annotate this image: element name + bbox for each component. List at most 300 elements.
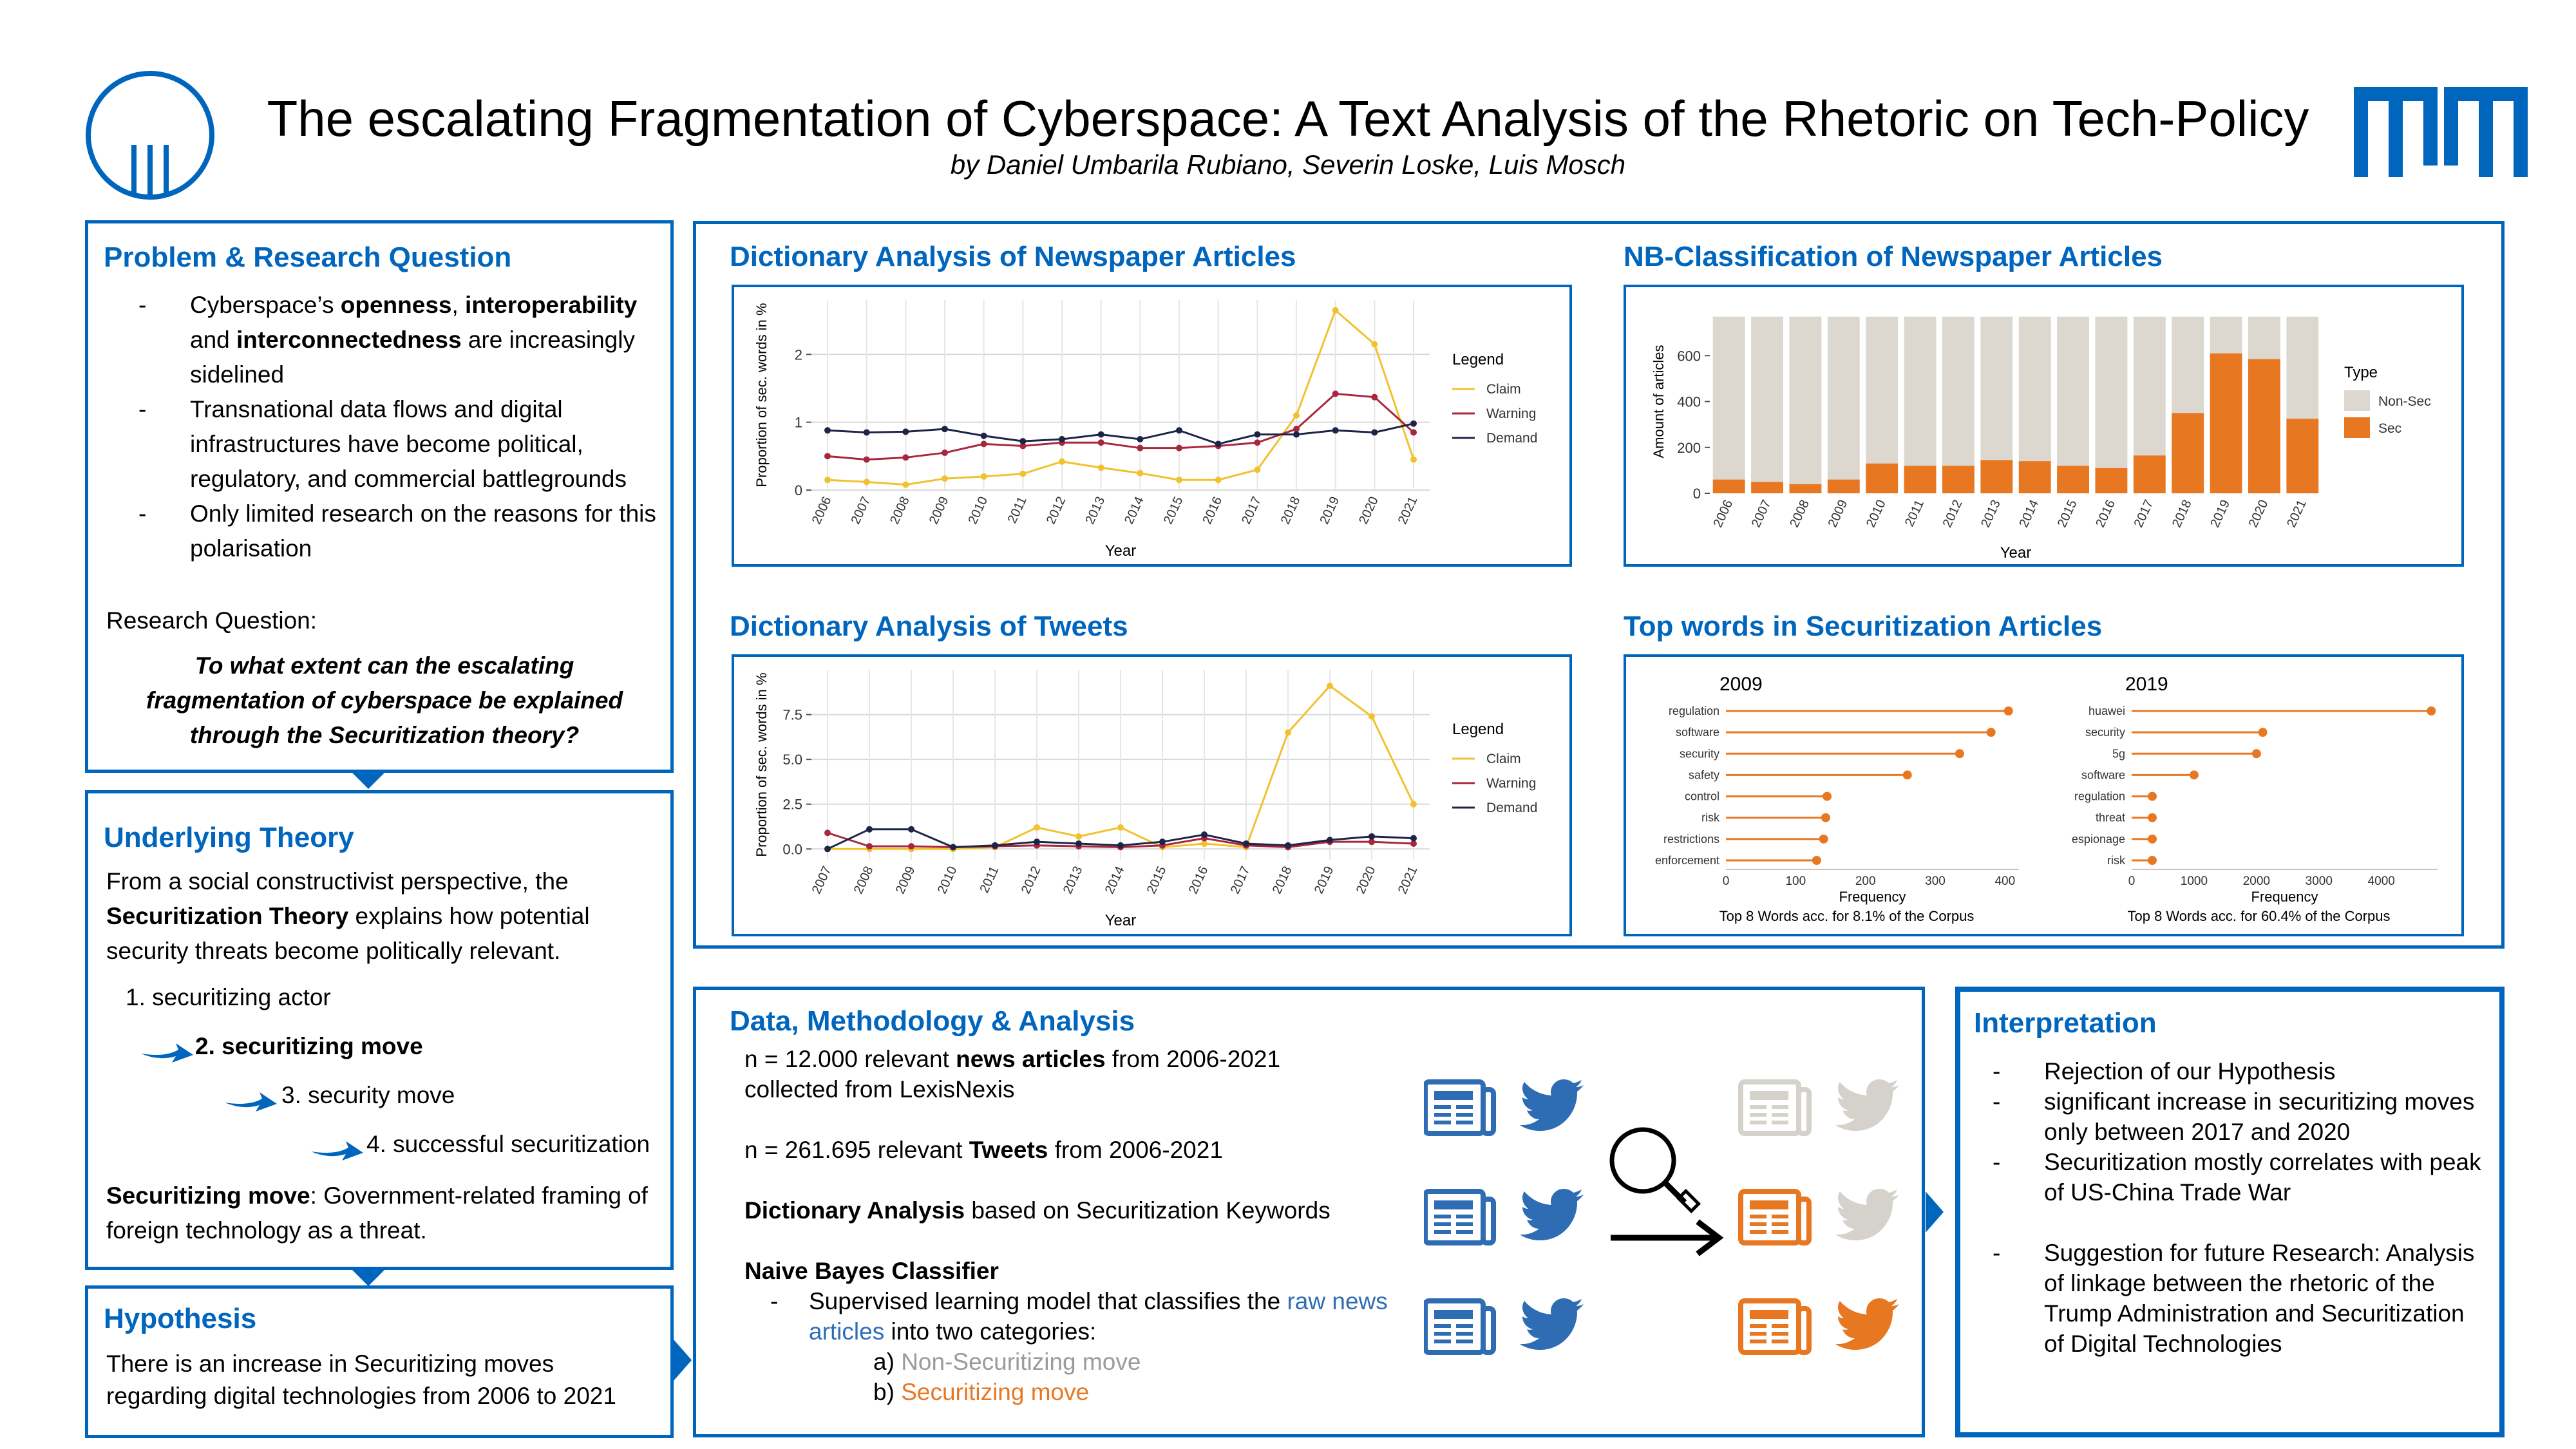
bar-non-sec bbox=[2096, 317, 2128, 468]
x-tick-label: 2010 bbox=[1863, 497, 1889, 530]
hypothesis-text: There is an increase in Securitizing moves regarding digital technologies from 2006 to 2021 bbox=[106, 1350, 616, 1409]
arrow-right-icon bbox=[310, 1137, 365, 1163]
series-line-warning bbox=[828, 393, 1414, 459]
theory-step-4: 4. successful securitization bbox=[366, 1131, 650, 1157]
x-tick-label: 2021 bbox=[1395, 864, 1421, 896]
method-line-dictionary: Dictionary Analysis based on Securitization Keywords bbox=[744, 1197, 1331, 1224]
bar-sec bbox=[1942, 466, 1975, 493]
lollipop-point bbox=[2148, 813, 2157, 822]
data-point-demand bbox=[1254, 431, 1260, 438]
x-axis-label: Frequency bbox=[2251, 889, 2318, 905]
x-tick-label: 2009 bbox=[893, 864, 918, 896]
lollipop-point bbox=[2259, 728, 2268, 737]
data-point-demand bbox=[1075, 840, 1082, 847]
data-point-claim bbox=[1332, 307, 1339, 314]
newspaper-icon bbox=[1425, 1082, 1493, 1133]
arrow-down-2 bbox=[352, 1269, 385, 1286]
hypothesis-heading: Hypothesis bbox=[104, 1303, 257, 1334]
data-point-demand bbox=[1371, 429, 1378, 435]
data-point-warning bbox=[1137, 445, 1143, 451]
data-point-warning bbox=[902, 454, 909, 460]
data-point-warning bbox=[1410, 429, 1417, 435]
data-point-demand bbox=[866, 826, 873, 833]
bar-non-sec bbox=[2248, 317, 2280, 359]
data-point-warning bbox=[1371, 394, 1378, 401]
data-point-claim bbox=[824, 477, 831, 483]
bar-sec bbox=[2286, 419, 2318, 493]
x-tick-label: 2015 bbox=[1144, 864, 1170, 896]
data-point-demand bbox=[1368, 833, 1375, 840]
newspaper-icon bbox=[1741, 1191, 1809, 1243]
method-line-nb-desc: - Supervised learning model that classifies the raw news articles into two categories: bbox=[770, 1288, 1388, 1345]
bar-sec bbox=[1751, 482, 1783, 493]
data-point-claim bbox=[902, 482, 909, 488]
x-tick-label: 2014 bbox=[1102, 864, 1128, 896]
data-point-claim bbox=[981, 473, 987, 480]
interpretation-bullet-1: - Rejection of our Hypothesis bbox=[1960, 1056, 2488, 1086]
x-tick-label: 2010 bbox=[934, 864, 960, 896]
dict-news-chart-frame bbox=[732, 285, 1572, 567]
bar-sec bbox=[2019, 461, 2051, 493]
data-point-claim bbox=[1117, 824, 1124, 831]
x-tick-label: 2007 bbox=[1748, 497, 1774, 530]
data-point-demand bbox=[1410, 421, 1417, 427]
lollipop-point bbox=[1955, 749, 1964, 758]
x-tick-label: 2012 bbox=[1940, 497, 1965, 530]
x-tick-label: 2013 bbox=[1060, 864, 1086, 896]
data-point-warning bbox=[1254, 439, 1260, 446]
x-tick-label: 2020 bbox=[1353, 864, 1379, 896]
theory-panel bbox=[85, 790, 674, 1270]
lollipop-point bbox=[2190, 770, 2199, 779]
x-tick-label: 2006 bbox=[1710, 497, 1736, 530]
legend-title: Legend bbox=[1452, 721, 1504, 738]
category-label: software bbox=[1675, 726, 1719, 739]
x-tick-label: 2014 bbox=[1122, 494, 1147, 527]
legend-title: Type bbox=[2344, 364, 2378, 381]
problem-heading: Problem & Research Question bbox=[104, 242, 512, 273]
data-point-demand bbox=[1410, 835, 1417, 842]
arrow-right-icon bbox=[223, 1088, 278, 1114]
lollipop-point bbox=[2148, 835, 2157, 844]
bar-sec bbox=[2248, 359, 2280, 493]
category-label: risk bbox=[2107, 854, 2125, 867]
data-point-claim bbox=[1215, 477, 1222, 483]
category-label: huawei bbox=[2088, 705, 2125, 717]
data-point-claim bbox=[1293, 412, 1300, 419]
x-tick-label: 2021 bbox=[2284, 497, 2309, 530]
legend-label: Non-Sec bbox=[2378, 394, 2431, 409]
dict-news-title: Dictionary Analysis of Newspaper Articles bbox=[730, 241, 1296, 272]
newspaper-icon bbox=[1741, 1082, 1809, 1133]
x-tick-label: 2018 bbox=[1278, 494, 1303, 527]
y-tick-label: 600 bbox=[1677, 348, 1701, 365]
bar-non-sec bbox=[2019, 317, 2051, 461]
data-point-claim bbox=[1254, 466, 1260, 473]
subplot-caption: Top 8 Words acc. for 60.4% of the Corpus bbox=[2127, 908, 2391, 924]
subplot-caption: Top 8 Words acc. for 8.1% of the Corpus bbox=[1719, 908, 1975, 924]
research-question-label: Research Question: bbox=[106, 607, 317, 634]
category-label: control bbox=[1684, 790, 1719, 803]
x-tick-label: 2018 bbox=[2169, 497, 2195, 530]
bar-non-sec bbox=[2057, 317, 2089, 466]
data-point-demand bbox=[1137, 436, 1143, 442]
x-tick-label: 2008 bbox=[887, 494, 913, 527]
data-point-warning bbox=[866, 843, 873, 849]
x-tick-label: 2007 bbox=[848, 494, 874, 527]
x-tick-label: 2007 bbox=[809, 864, 835, 896]
x-axis-label: Year bbox=[2000, 544, 2032, 562]
bar-sec bbox=[1904, 466, 1937, 493]
x-tick-label: 4000 bbox=[2367, 875, 2395, 888]
data-point-demand bbox=[1293, 431, 1300, 438]
y-tick-label: 200 bbox=[1677, 439, 1701, 456]
data-point-claim bbox=[942, 475, 948, 482]
dict-tweets-title: Dictionary Analysis of Tweets bbox=[730, 611, 1128, 642]
category-label: security bbox=[1679, 747, 1719, 761]
poster-authors: by Daniel Umbarila Rubiano, Severin Loske, Luis Mosch bbox=[950, 149, 1626, 180]
data-point-warning bbox=[908, 843, 914, 849]
lollipop-point bbox=[1812, 856, 1821, 865]
x-tick-label: 2015 bbox=[1160, 494, 1186, 527]
x-tick-label: 2016 bbox=[1186, 864, 1211, 896]
bar-non-sec bbox=[2286, 317, 2318, 419]
x-tick-label: 2020 bbox=[2246, 497, 2271, 530]
data-point-demand bbox=[864, 429, 870, 435]
x-tick-label: 2017 bbox=[1227, 864, 1253, 896]
data-point-claim bbox=[1019, 471, 1026, 477]
theory-step-2: 2. securitizing move bbox=[195, 1033, 423, 1059]
data-point-demand bbox=[1117, 842, 1124, 849]
data-point-demand bbox=[942, 426, 948, 432]
top-words-chart bbox=[1626, 657, 2461, 934]
category-label: security bbox=[2085, 726, 2125, 739]
data-point-claim bbox=[1410, 457, 1417, 463]
bar-non-sec bbox=[1828, 317, 1860, 480]
data-point-warning bbox=[1332, 390, 1339, 397]
method-category-a: a) Non-Securitizing move bbox=[873, 1349, 1141, 1375]
lollipop-point bbox=[1903, 770, 1912, 779]
category-label: threat bbox=[2095, 811, 2125, 824]
x-tick-label: 2010 bbox=[965, 494, 991, 527]
legend-label: Claim bbox=[1486, 382, 1521, 397]
tum-logo bbox=[2354, 87, 2528, 177]
category-label: espionage bbox=[2071, 832, 2125, 846]
newspaper-icon bbox=[1425, 1191, 1493, 1243]
x-tick-label: 2017 bbox=[2131, 497, 2157, 530]
data-point-warning bbox=[824, 453, 831, 459]
bar-sec bbox=[1980, 460, 2012, 493]
legend-label: Warning bbox=[1486, 406, 1537, 421]
data-point-claim bbox=[1075, 833, 1082, 840]
nb-chart bbox=[1626, 287, 2461, 564]
x-tick-label: 2017 bbox=[1239, 494, 1264, 527]
top-words-chart-frame bbox=[1624, 654, 2464, 936]
method-line-tweets: n = 261.695 relevant Tweets from 2006-2021 bbox=[744, 1137, 1223, 1163]
arrow-right-icon bbox=[1611, 1222, 1719, 1254]
data-point-warning bbox=[1098, 439, 1104, 446]
data-point-demand bbox=[1332, 427, 1339, 433]
lollipop-point bbox=[2252, 749, 2261, 758]
data-point-demand bbox=[1327, 837, 1333, 843]
x-tick-label: 2018 bbox=[1269, 864, 1295, 896]
interpretation-bullets bbox=[1960, 1056, 2488, 1359]
y-tick-label: 1 bbox=[794, 414, 802, 431]
arrow-right-2 bbox=[1926, 1191, 1944, 1233]
x-tick-label: 2011 bbox=[1902, 497, 1927, 529]
x-tick-label: 2013 bbox=[1083, 494, 1108, 527]
data-point-claim bbox=[1327, 683, 1333, 689]
y-tick-label: 0 bbox=[794, 482, 802, 498]
bar-non-sec bbox=[1942, 317, 1975, 466]
legend-swatch bbox=[2344, 417, 2370, 438]
category-label: regulation bbox=[2074, 790, 2125, 803]
x-tick-label: 2019 bbox=[2208, 497, 2233, 530]
data-point-demand bbox=[1201, 831, 1208, 838]
data-point-warning bbox=[824, 829, 831, 836]
newspaper-icon bbox=[1741, 1301, 1809, 1352]
method-text bbox=[744, 1044, 1388, 1407]
bar-sec bbox=[1866, 464, 1898, 493]
lollipop-point bbox=[1819, 835, 1828, 844]
x-tick-label: 100 bbox=[1785, 875, 1806, 888]
x-tick-label: 2015 bbox=[2054, 497, 2080, 530]
data-point-claim bbox=[1176, 477, 1182, 483]
series-line-demand bbox=[828, 424, 1414, 444]
y-tick-label: 5.0 bbox=[782, 752, 802, 768]
y-axis-label: Amount of articles bbox=[1651, 345, 1667, 459]
bar-non-sec bbox=[1866, 317, 1898, 464]
interpretation-bullet-3: - Securitization mostly correlates with peak of US-China Trade War bbox=[1960, 1147, 2488, 1208]
subplot-title: 2009 bbox=[1719, 674, 1763, 695]
x-tick-label: 2008 bbox=[1787, 497, 1812, 530]
data-point-demand bbox=[981, 433, 987, 439]
bar-non-sec bbox=[2134, 317, 2166, 456]
data-point-demand bbox=[824, 427, 831, 433]
legend-label: Demand bbox=[1486, 431, 1538, 446]
theory-step-3: 3. security move bbox=[281, 1082, 455, 1108]
data-point-claim bbox=[1368, 713, 1375, 719]
x-tick-label: 0 bbox=[2128, 875, 2136, 888]
theory-intro: From a social constructivist perspective, the Securitization Theory explains how potential security threats become politically relevant. bbox=[106, 868, 590, 964]
x-tick-label: 2021 bbox=[1395, 494, 1421, 527]
twitter-bird-icon bbox=[1520, 1189, 1584, 1240]
category-label: enforcement bbox=[1654, 854, 1719, 867]
bar-non-sec bbox=[2210, 317, 2242, 354]
method-panel bbox=[693, 987, 1925, 1437]
data-point-claim bbox=[1059, 459, 1065, 465]
legend-label: Warning bbox=[1486, 776, 1537, 791]
lollipop-point bbox=[1823, 792, 1832, 801]
interpretation-panel bbox=[1955, 987, 2505, 1437]
category-label: risk bbox=[1701, 811, 1719, 824]
x-tick-label: 2019 bbox=[1311, 864, 1337, 896]
data-point-demand bbox=[1243, 840, 1249, 847]
problem-panel bbox=[85, 220, 674, 773]
interpretation-heading: Interpretation bbox=[1974, 1007, 2157, 1039]
newspaper-icon bbox=[1425, 1301, 1493, 1352]
lollipop-point bbox=[2427, 706, 2436, 715]
method-line-lexisnexis: collected from LexisNexis bbox=[744, 1076, 1015, 1103]
data-point-demand bbox=[1019, 438, 1026, 444]
x-tick-label: 2013 bbox=[1978, 497, 2003, 530]
problem-bullet-2: - Transnational data flows and digital infrastructures have become political, regulatory, and commercial battlegrounds bbox=[106, 392, 660, 497]
bar-non-sec bbox=[1980, 317, 2012, 460]
x-tick-label: 2011 bbox=[977, 864, 1002, 896]
arrow-down-1 bbox=[352, 772, 385, 789]
arrow-right-1 bbox=[674, 1340, 692, 1381]
x-tick-label: 2014 bbox=[2016, 497, 2042, 530]
data-point-warning bbox=[1176, 445, 1182, 451]
spacer bbox=[1960, 1208, 2488, 1238]
data-point-claim bbox=[1285, 729, 1291, 735]
data-point-demand bbox=[992, 842, 998, 849]
bar-non-sec bbox=[1713, 317, 1745, 480]
x-tick-label: 2009 bbox=[926, 494, 952, 527]
lollipop-point bbox=[2148, 792, 2157, 801]
nb-title: NB-Classification of Newspaper Articles bbox=[1624, 241, 2163, 272]
x-tick-label: 2008 bbox=[851, 864, 876, 896]
data-point-demand bbox=[908, 826, 914, 833]
university-seal-logo bbox=[82, 68, 218, 203]
data-point-demand bbox=[1034, 838, 1040, 845]
data-point-demand bbox=[824, 846, 831, 852]
data-point-claim bbox=[1034, 824, 1040, 831]
securitizing-move-definition: Securitizing move: Government-related framing of foreign technology as a threat. bbox=[106, 1182, 649, 1244]
bar-sec bbox=[1713, 480, 1745, 493]
x-tick-label: 2012 bbox=[1043, 494, 1069, 527]
theory-heading: Underlying Theory bbox=[104, 822, 354, 853]
bar-sec bbox=[2210, 354, 2242, 493]
method-line-nb: Naive Bayes Classifier bbox=[744, 1258, 999, 1284]
y-tick-label: 2.5 bbox=[782, 796, 802, 813]
problem-bullets bbox=[106, 288, 660, 566]
magnifying-glass-icon bbox=[1612, 1130, 1699, 1211]
y-axis-label: Proportion of sec. words in % bbox=[753, 672, 770, 857]
category-label: restrictions bbox=[1663, 832, 1719, 846]
data-point-warning bbox=[864, 457, 870, 463]
x-tick-label: 2020 bbox=[1356, 494, 1381, 527]
lollipop-point bbox=[2004, 706, 2013, 715]
dict-tweets-chart bbox=[734, 657, 1569, 934]
x-tick-label: 2011 bbox=[1005, 494, 1030, 526]
x-axis-label: Frequency bbox=[1839, 889, 1906, 905]
bar-sec bbox=[1828, 480, 1860, 493]
dict-tweets-chart-frame bbox=[732, 654, 1572, 936]
lollipop-point bbox=[1821, 813, 1830, 822]
x-tick-label: 2006 bbox=[809, 494, 835, 527]
research-question: To what extent can the escalating fragmentation of cyberspace be explained through the Securitization theory? bbox=[146, 652, 623, 748]
poster-title: The escalating Fragmentation of Cyberspace: A Text Analysis of the Rhetoric on Tech-Policy bbox=[267, 90, 2309, 147]
bar-non-sec bbox=[1751, 317, 1783, 482]
x-tick-label: 400 bbox=[1994, 875, 2016, 888]
x-tick-label: 300 bbox=[1925, 875, 1946, 888]
data-point-claim bbox=[1098, 464, 1104, 471]
data-point-demand bbox=[1098, 431, 1104, 438]
bar-sec bbox=[1790, 484, 1822, 493]
top-words-title: Top words in Securitization Articles bbox=[1624, 611, 2103, 642]
legend-swatch bbox=[2344, 390, 2370, 411]
y-tick-label: 0 bbox=[1692, 486, 1701, 502]
data-point-demand bbox=[1285, 842, 1291, 849]
y-tick-label: 0.0 bbox=[782, 841, 802, 858]
bar-non-sec bbox=[1790, 317, 1822, 484]
category-label: regulation bbox=[1668, 705, 1719, 717]
y-tick-label: 2 bbox=[794, 346, 802, 363]
twitter-bird-icon bbox=[1520, 1079, 1584, 1131]
classification-illustration bbox=[1424, 1067, 1913, 1428]
y-tick-label: 400 bbox=[1677, 393, 1701, 410]
legend-label: Claim bbox=[1486, 752, 1521, 766]
bar-sec bbox=[2096, 468, 2128, 493]
series-line-claim bbox=[828, 310, 1414, 485]
nb-chart-frame bbox=[1624, 285, 2464, 567]
y-tick-label: 7.5 bbox=[782, 706, 802, 723]
x-tick-label: 200 bbox=[1855, 875, 1876, 888]
category-label: software bbox=[2081, 768, 2125, 782]
data-point-claim bbox=[1371, 341, 1378, 347]
x-tick-label: 2019 bbox=[1317, 494, 1343, 527]
bar-non-sec bbox=[1904, 317, 1937, 466]
twitter-bird-icon bbox=[1835, 1298, 1899, 1350]
twitter-bird-icon bbox=[1520, 1298, 1584, 1350]
twitter-bird-icon bbox=[1835, 1079, 1899, 1131]
interpretation-bullet-2: - significant increase in securitizing moves only between 2017 and 2020 bbox=[1960, 1086, 2488, 1147]
data-point-warning bbox=[981, 440, 987, 447]
x-tick-label: 3000 bbox=[2305, 875, 2333, 888]
bar-sec bbox=[2057, 466, 2089, 493]
category-label: 5g bbox=[2112, 747, 2125, 761]
bar-sec bbox=[2172, 413, 2204, 493]
data-point-claim bbox=[1410, 801, 1417, 808]
method-category-b: b) Securitizing move bbox=[873, 1379, 1090, 1405]
data-point-claim bbox=[864, 478, 870, 485]
x-tick-label: 2000 bbox=[2242, 875, 2271, 888]
lollipop-point bbox=[2148, 856, 2157, 865]
data-point-demand bbox=[1059, 436, 1065, 442]
data-point-demand bbox=[1215, 440, 1222, 447]
x-tick-label: 1000 bbox=[2180, 875, 2208, 888]
lollipop-point bbox=[1987, 728, 1996, 737]
x-tick-label: 0 bbox=[1722, 875, 1730, 888]
twitter-bird-icon bbox=[1835, 1189, 1899, 1240]
data-point-warning bbox=[942, 450, 948, 456]
x-tick-label: 2009 bbox=[1825, 497, 1851, 530]
theory-step-1: 1. securitizing actor bbox=[126, 984, 331, 1010]
interpretation-bullet-4: - Suggestion for future Research: Analysis of linkage between the rhetoric of the Trump Administration and Securitization of Digital Technologies bbox=[1960, 1238, 2488, 1359]
legend-label: Demand bbox=[1486, 800, 1538, 815]
arrow-right-icon bbox=[140, 1039, 194, 1065]
x-tick-label: 2016 bbox=[2093, 497, 2118, 530]
data-point-demand bbox=[902, 428, 909, 435]
charts-panel bbox=[693, 221, 2505, 949]
bar-sec bbox=[2134, 455, 2166, 493]
x-axis-label: Year bbox=[1104, 912, 1137, 929]
x-tick-label: 2012 bbox=[1018, 864, 1044, 896]
legend-label: Sec bbox=[2378, 421, 2402, 436]
y-axis-label: Proportion of sec. words in % bbox=[753, 303, 770, 488]
data-point-demand bbox=[1176, 427, 1182, 433]
data-point-demand bbox=[950, 844, 956, 851]
legend-title: Legend bbox=[1452, 351, 1504, 368]
problem-bullet-1: - Cyberspace’s openness, interoperability and interconnectedness are increasingly sidelined bbox=[106, 288, 660, 392]
category-label: safety bbox=[1688, 768, 1719, 782]
x-tick-label: 2016 bbox=[1200, 494, 1226, 527]
bar-non-sec bbox=[2172, 317, 2204, 413]
method-line-news: n = 12.000 relevant news articles from 2006-2021 bbox=[744, 1046, 1281, 1072]
hypothesis-panel bbox=[85, 1285, 674, 1438]
data-point-demand bbox=[1159, 838, 1166, 845]
